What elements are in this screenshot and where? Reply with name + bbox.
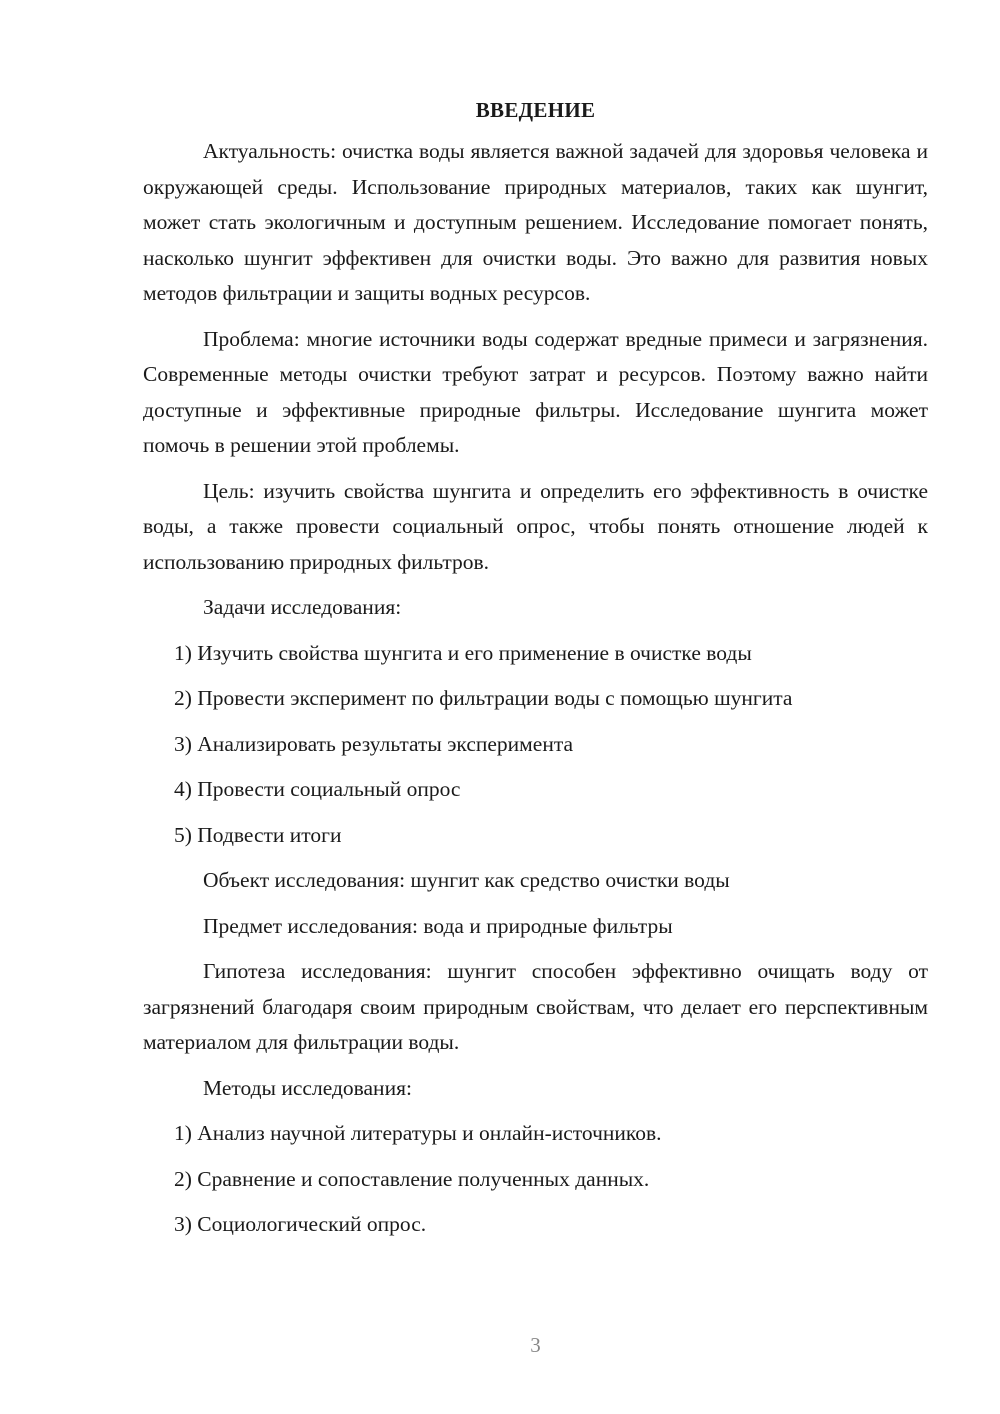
list-item: 2) Сравнение и сопоставление полученных данных.	[174, 1166, 650, 1191]
list-item: 3) Анализировать результаты эксперимента	[174, 731, 574, 756]
list-item: 3) Социологический опрос.	[174, 1212, 427, 1236]
page-number: 3	[530, 1333, 541, 1357]
list-item: 5) Подвести итоги	[174, 822, 342, 847]
tasks-list	[143, 636, 928, 854]
list-item: 1) Изучить свойства шунгита и его применение в очистке воды	[174, 640, 752, 665]
page-title: ВВЕДЕНИЕ	[475, 98, 596, 122]
list-item: 2) Провести эксперимент по фильтрации воды с помощью шунгита	[174, 686, 793, 710]
list-item: 1) Анализ научной литературы и онлайн-источников.	[174, 1121, 662, 1145]
list-item: 4) Провести социальный опрос	[174, 777, 461, 801]
relevance-paragraph: Актуальность: очистка воды является важной задачей для здоровья человека и окружающей среды. Использование природных материалов, таких как шунгит, может стать экологичным и доступным решением. Исследование помогает понять, насколько шунгит эффективен для очистки воды. Это важно для развития новых методов фильтрации и защиты водных ресурсов.	[143, 139, 928, 305]
problem-paragraph: Проблема: многие источники воды содержат вредные примеси и загрязнения. Современные методы очистки требуют затрат и ресурсов. Поэтому важно найти доступные и эффективные природные фильтры. Исследование шунгита может помочь в решении этой проблемы.	[143, 326, 928, 457]
research-object: Объект исследования: шунгит как средство очистки воды	[203, 868, 730, 892]
methods-list	[143, 1116, 928, 1243]
document-page	[143, 92, 928, 1253]
tasks-heading: Задачи исследования:	[203, 595, 402, 619]
research-subject: Предмет исследования: вода и природные фильтры	[203, 913, 673, 938]
hypothesis-paragraph: Гипотеза исследования: шунгит способен эффективно очищать воду от загрязнений благодаря своим природным свойствам, что делает его перспективным материалом для фильтрации воды.	[143, 959, 928, 1054]
goal-paragraph: Цель: изучить свойства шунгита и определить его эффективность в очистке воды, а также провести социальный опрос, чтобы понять отношение людей к использованию природных фильтров.	[143, 478, 928, 574]
methods-heading: Методы исследования:	[203, 1075, 412, 1100]
